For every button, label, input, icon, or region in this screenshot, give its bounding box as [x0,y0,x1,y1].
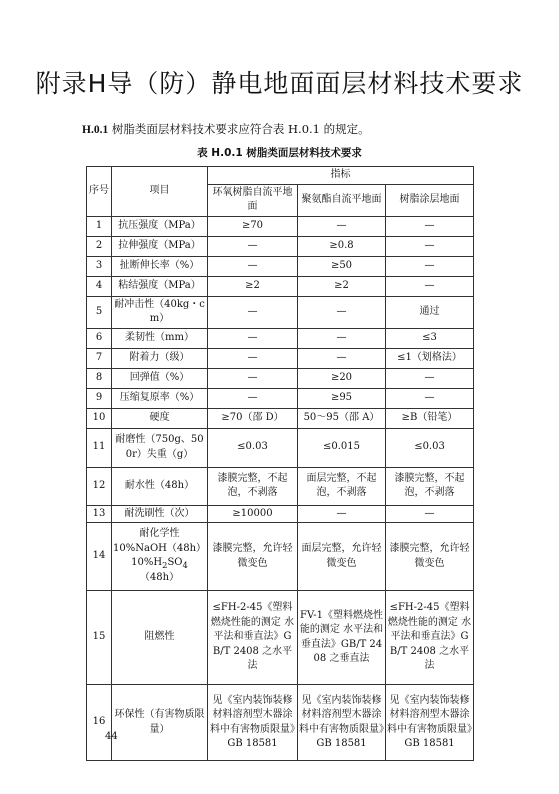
cell-col-b: — [298,348,386,368]
header-no: 序号 [87,167,112,217]
cell-col-c: — [386,388,474,408]
cell-col-c: — [386,236,474,256]
cell-col-b: ≥50 [298,256,386,276]
table-row [87,236,474,256]
row-no: 8 [87,368,112,388]
table-row [87,348,474,368]
row-item: 扯断伸长率（%） [112,256,208,276]
cell-col-a: — [208,368,298,388]
cell-col-c: — [386,256,474,276]
row-item: 硬度 [112,408,208,428]
header-col-c: 树脂涂层地面 [386,184,474,216]
cell-col-a: 漆膜完整，允许轻微变色 [208,523,298,591]
table-row [87,388,474,408]
cell-col-c: — [386,368,474,388]
row-no: 10 [87,408,112,428]
formula-subscript: 4 [182,560,188,571]
row-no: 6 [87,328,112,348]
row-no: 16 [87,685,112,761]
table-row [87,591,474,685]
table-row [87,428,474,467]
cell-col-b: — [298,505,386,523]
row-no: 11 [87,428,112,467]
row-no: 4 [87,276,112,296]
cell-col-b: ≥0.8 [298,236,386,256]
table-row [87,296,474,328]
cell-col-c: — [386,276,474,296]
cell-col-b: — [298,296,386,328]
page-title: 附录H导（防）静电地面面层材料技术要求 [35,69,524,98]
cell-col-c: — [386,505,474,523]
cell-col-c: 漆膜完整，允许轻微变色 [386,523,474,591]
header-indicator: 指标 [208,167,474,185]
cell-col-b: — [298,328,386,348]
cell-col-a: — [208,388,298,408]
formula-text: 10%H [131,557,163,569]
cell-col-a: ≥70（邵 D） [208,408,298,428]
table-row [87,408,474,428]
cell-col-b: ≥95 [298,388,386,408]
cell-col-a: ≥10000 [208,505,298,523]
cell-col-c: ≤FH-2-45《塑料燃烧性能的测定 水平法和垂直法》GB/T 2408 之水平法 [386,591,474,685]
cell-col-a: 漆膜完整，不起泡，不剥落 [208,467,298,505]
cell-col-a: — [208,328,298,348]
item-line [113,556,206,586]
cell-col-a: — [208,236,298,256]
row-no: 7 [87,348,112,368]
clause-text: 树脂类面层材料技术要求应符合表 H.0.1 的规定。 [111,122,370,136]
row-item: 耐洗刷性（次） [112,505,208,523]
cell-col-b: 50～95（邵 A） [298,408,386,428]
row-item: 柔韧性（mm） [112,328,208,348]
header-col-b: 聚氨酯自流平地面 [298,184,386,216]
row-item: 耐水性（48h） [112,467,208,505]
cell-col-c: ≥B（铅笔） [386,408,474,428]
row-item: 耐磨性（750g、500r）失重（g） [112,428,208,467]
row-item: 环保性（有害物质限量） [112,685,208,761]
cell-col-a: — [208,348,298,368]
cell-col-b: ≥2 [298,276,386,296]
clause-number: H.0.1 [82,124,109,136]
formula-text: （48h） [139,572,180,584]
row-item: 拉伸强度（MPa） [112,236,208,256]
header-item: 项目 [112,167,208,217]
row-item: 阻燃性 [112,591,208,685]
row-no: 2 [87,236,112,256]
table-row [87,505,474,523]
cell-col-a: ≤FH-2-45《塑料燃烧性能的测定 水平法和垂直法》GB/T 2408 之水平法 [208,591,298,685]
formula-text: SO [167,557,183,569]
cell-col-c: 见《室内装饰装修材料溶剂型木器涂料中有害物质限量》GB 18581 [386,685,474,761]
item-line: 10%NaOH（48h） [113,542,207,554]
cell-col-b: 面层完整，不起泡，不剥落 [298,467,386,505]
cell-col-c: 漆膜完整，不起泡，不剥落 [386,467,474,505]
row-no: 5 [87,296,112,328]
table-caption: 表 H.0.1 树脂类面层材料技术要求 [197,147,362,159]
row-no: 3 [87,256,112,276]
table-row [87,523,474,591]
row-no: 1 [87,216,112,236]
intro-paragraph [82,121,370,137]
row-item: 回弹值（%） [112,368,208,388]
formula-subscript: 2 [162,560,168,571]
cell-col-b: ≥20 [298,368,386,388]
spec-table [86,166,474,761]
cell-col-a: 见《室内装饰装修材料溶剂型木器涂料中有害物质限量》GB 18581 [208,685,298,761]
table-row [87,685,474,761]
row-no: 12 [87,467,112,505]
table-row [87,467,474,505]
cell-col-b: ≤0.015 [298,428,386,467]
cell-col-a: ≥70 [208,216,298,236]
cell-col-a: — [208,256,298,276]
row-no: 14 [87,523,112,591]
cell-col-b: 见《室内装饰装修材料溶剂型木器涂料中有害物质限量》GB 18581 [298,685,386,761]
cell-col-b: 面层完整，允许轻微变色 [298,523,386,591]
cell-col-c: 通过 [386,296,474,328]
cell-col-a: — [208,296,298,328]
row-item [112,523,208,591]
cell-col-b: FV-1《塑料燃烧性能的测定 水平法和垂直法》GB/T 2408 之垂直法 [298,591,386,685]
row-item: 抗压强度（MPa） [112,216,208,236]
cell-col-b: — [298,216,386,236]
cell-col-a: ≥2 [208,276,298,296]
item-line: 耐化学性 [139,528,180,540]
table-row [87,216,474,236]
row-no: 9 [87,388,112,408]
row-item: 压缩复原率（%） [112,388,208,408]
row-no: 15 [87,591,112,685]
header-col-a: 环氧树脂自流平地面 [208,184,298,216]
row-no: 13 [87,505,112,523]
cell-col-c: — [386,216,474,236]
table-row [87,368,474,388]
row-item: 耐冲击性（40kg・cm） [112,296,208,328]
table-row [87,328,474,348]
row-item: 粘结强度（MPa） [112,276,208,296]
table-row [87,256,474,276]
cell-col-a: ≤0.03 [208,428,298,467]
row-item: 附着力（级） [112,348,208,368]
cell-col-c: ≤0.03 [386,428,474,467]
table-row [87,276,474,296]
header-row [87,167,474,185]
cell-col-c: ≤1（划格法） [386,348,474,368]
cell-col-c: ≤3 [386,328,474,348]
page-number: 44 [105,731,118,742]
